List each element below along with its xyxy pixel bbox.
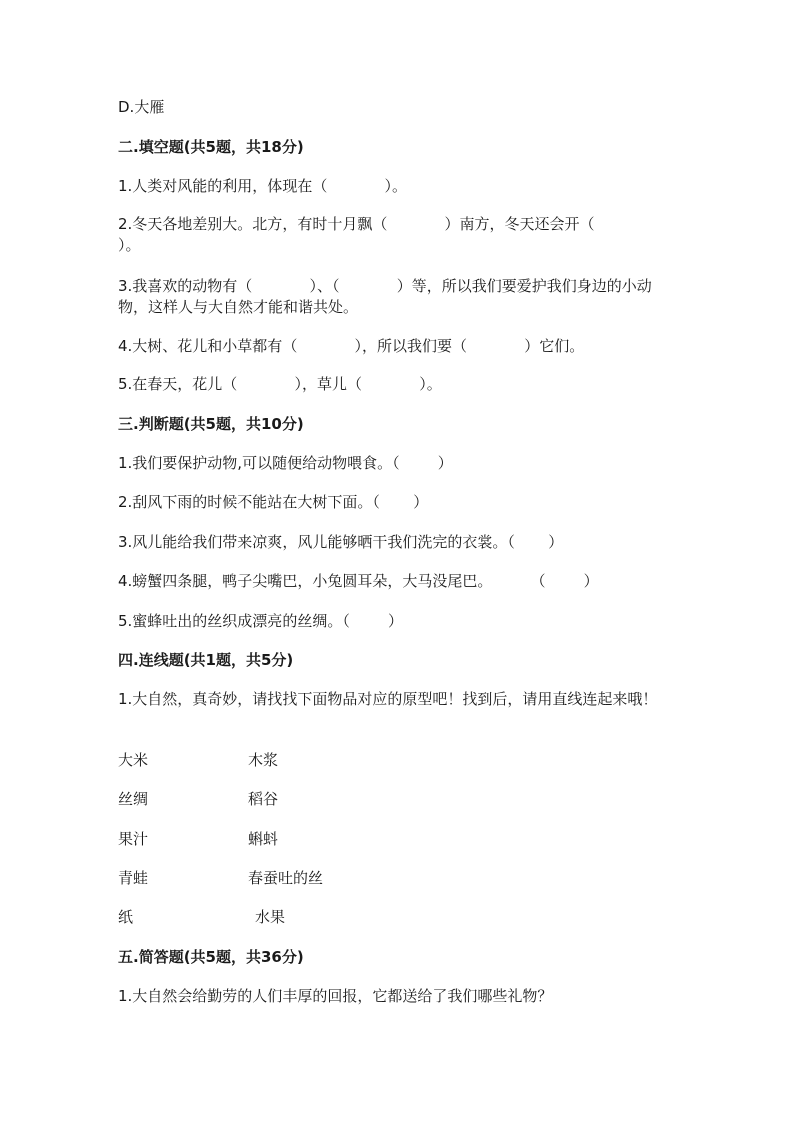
match-left-item: 纸 [118,908,134,926]
fill-question-1: 1.人类对风能的利用，体现在（ ）。 [118,177,408,195]
match-right-item: 木浆 [248,751,279,769]
judge-question-2: 2.刮风下雨的时候不能站在大树下面。（ ） [118,493,429,511]
match-question-1: 1.大自然，真奇妙，请找找下面物品对应的原型吧！找到后，请用直线连起来哦！ [118,690,658,708]
judge-question-4: 4.螃蟹四条腿，鸭子尖嘴巴，小兔圆耳朵，大马没尾巴。 （ ） [118,572,599,590]
section-3-title: 三.判断题(共5题，共10分) [118,415,304,433]
match-left-item: 丝绸 [118,790,149,808]
match-right-item: 蝌蚪 [248,830,279,848]
match-right-item: 水果 [255,908,286,926]
match-left-item: 青蛙 [118,869,149,887]
fill-question-3: 3.我喜欢的动物有（ ）、（ ）等，所以我们要爱护我们身边的小动物，这样人与大自然才能和谐共处。 [118,277,652,316]
match-left-item: 大米 [118,751,149,769]
match-right-item: 稻谷 [248,790,279,808]
fill-question-2: 2.冬天各地差别大。北方，有时十月飘（ ）南方，冬天还会开（ ）。 [118,215,652,254]
section-4-title: 四.连线题(共1题，共5分) [118,651,294,669]
fill-question-4: 4.大树、花儿和小草都有（ ），所以我们要（ ）它们。 [118,337,585,355]
judge-question-3: 3.风儿能给我们带来凉爽，风儿能够晒干我们洗完的衣裳。（ ） [118,533,564,551]
match-right-item: 春蚕吐的丝 [248,869,324,887]
judge-question-1: 1.我们要保护动物,可以随便给动物喂食。（ ） [118,454,453,472]
section-2-title: 二.填空题(共5题，共18分) [118,138,304,156]
judge-question-5: 5.蜜蜂吐出的丝织成漂亮的丝绸。（ ） [118,612,403,630]
option-d: D.大雁 [118,98,165,116]
fill-question-5: 5.在春天，花儿（ ），草儿（ ）。 [118,375,442,393]
match-left-item: 果汁 [118,830,149,848]
section-5-title: 五.简答题(共5题，共36分) [118,948,304,966]
short-answer-question-1: 1.大自然会给勤劳的人们丰厚的回报，它都送给了我们哪些礼物？ [118,987,553,1005]
